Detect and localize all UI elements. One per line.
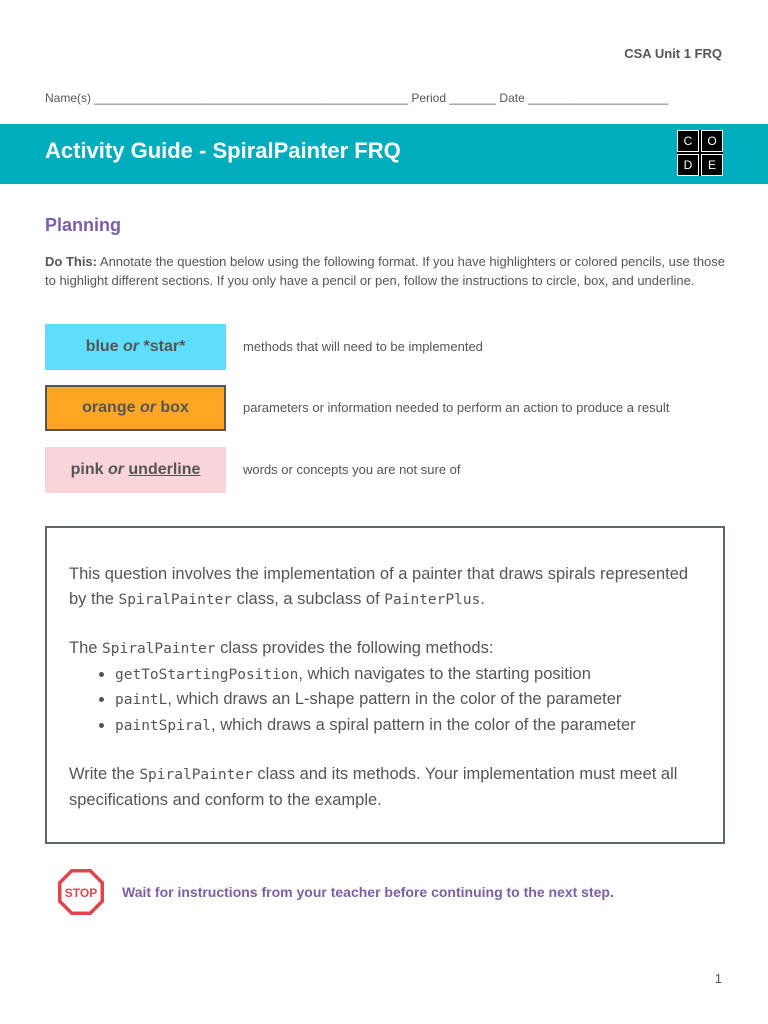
section-title-planning: Planning (45, 215, 121, 235)
instructions-paragraph (45, 252, 725, 290)
code-term: PainterPlus (384, 591, 481, 608)
code-term: paintL (115, 692, 168, 708)
logo-letter: C (677, 130, 699, 152)
method-list-item (115, 662, 701, 688)
code-term: SpiralPainter (139, 767, 253, 783)
legend-color-word: blue (85, 338, 119, 355)
code-term: getToStartingPosition (115, 666, 299, 683)
question-paragraph-3 (69, 762, 701, 812)
text: class, a subclass of (232, 589, 385, 608)
stop-message: Wait for instructions from your teacher before continuing to the next step. (122, 884, 614, 900)
legend-row-pink (45, 447, 725, 493)
text: The (69, 639, 103, 657)
name-period-date-line: Name(s) _______________________________________________ Period _______ Date _____________________ (45, 91, 669, 105)
legend-swatch-pink (45, 447, 226, 493)
instructions-text: Annotate the question below using the following format. If you have highlighters or colored pencils, use those to highlight different sections. If you only have a pencil or pen, follow the instructions to circle, box, and underline. (45, 254, 726, 288)
text: class and its methods. Your implementation must meet all specifications and conform to the example. (69, 765, 678, 809)
legend-swatch-orange (45, 385, 226, 431)
legend-alt-mark: underline (128, 461, 201, 478)
code-logo (677, 130, 723, 176)
legend-row-blue (45, 324, 725, 370)
logo-letter: E (701, 154, 723, 176)
legend-description: parameters or information needed to perform an action to produce a result (243, 400, 670, 415)
do-this-label: Do This: (45, 254, 97, 269)
code-term: SpiralPainter (102, 641, 216, 657)
title-banner (0, 124, 768, 184)
stop-sign-icon (57, 868, 105, 916)
method-list-item (115, 687, 701, 713)
text: . (480, 589, 485, 608)
page-number: 1 (714, 971, 722, 986)
question-box (45, 526, 725, 844)
method-list (69, 662, 701, 739)
legend-alt-mark: *star* (143, 338, 186, 355)
legend-color-word: pink (70, 461, 104, 478)
code-term: paintSpiral (115, 717, 212, 734)
stop-icon-label: STOP (64, 886, 98, 900)
legend-or: or (139, 399, 156, 416)
text: , which navigates to the starting position (298, 664, 591, 683)
text: This question involves the implementation of a painter that draws spirals represented by the (69, 565, 689, 608)
legend-row-orange (45, 385, 725, 431)
logo-letter: O (701, 130, 723, 152)
legend-description: methods that will need to be implemented (243, 339, 483, 354)
unit-tag: CSA Unit 1 FRQ (624, 46, 722, 61)
legend-or: or (123, 338, 140, 355)
legend-or: or (107, 461, 124, 478)
text: , which draws a spiral pattern in the color of the parameter (211, 715, 636, 734)
question-paragraph-1 (69, 562, 701, 612)
method-list-item (115, 713, 701, 739)
text: Write the (69, 765, 140, 783)
code-term: SpiralPainter (118, 591, 233, 608)
logo-letter: D (677, 154, 699, 176)
question-paragraph-2 (69, 636, 701, 662)
text: class provides the following methods: (215, 639, 494, 657)
text: , which draws an L-shape pattern in the color of the parameter (167, 690, 622, 708)
legend-alt-mark: box (160, 399, 189, 416)
legend-color-word: orange (82, 399, 136, 416)
page-title: Activity Guide - SpiralPainter FRQ (45, 138, 401, 163)
legend-swatch-blue (45, 324, 226, 370)
legend-description: words or concepts you are not sure of (243, 462, 461, 477)
